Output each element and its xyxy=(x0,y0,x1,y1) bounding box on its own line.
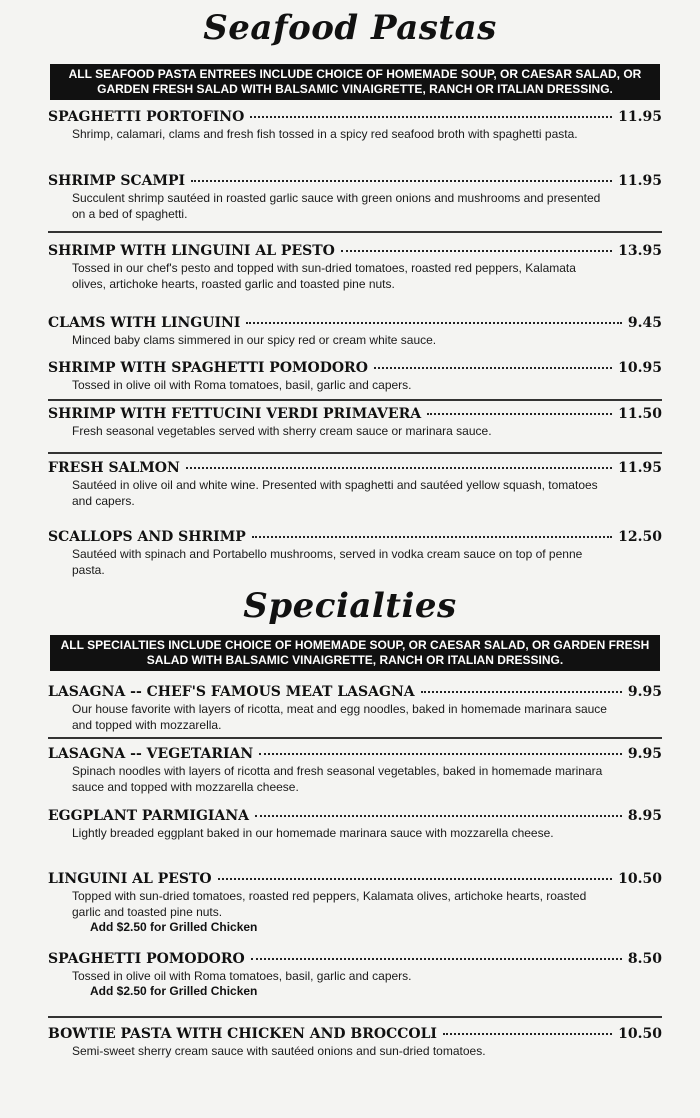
item-description: Spinach noodles with layers of ricotta and fresh seasonal vegetables, baked in homemade marinara sauce and topped with mozzarella cheese. xyxy=(72,764,603,794)
item-name: CLAMS WITH LINGUINI xyxy=(48,315,241,331)
item-name: SCALLOPS AND SHRIMP xyxy=(48,529,246,545)
dot-leader xyxy=(191,180,612,182)
item-price: 13.95 xyxy=(618,243,662,259)
item-price: 11.95 xyxy=(618,173,662,189)
item-name: SHRIMP SCAMPI xyxy=(48,173,186,189)
item-price: 11.50 xyxy=(618,406,662,422)
item-price: 10.50 xyxy=(618,1026,662,1042)
item-description: Topped with sun-dried tomatoes, roasted red peppers, Kalamata olives, artichoke hearts, roasted garlic and toasted pine nuts. xyxy=(72,889,587,919)
menu-item xyxy=(48,459,662,509)
menu-item xyxy=(48,1025,662,1059)
item-addon: Add $2.50 for Grilled Chicken xyxy=(90,920,258,934)
seafood-banner: ALL SEAFOOD PASTA ENTREES INCLUDE CHOICE OF HOMEMADE SOUP, OR CAESAR SALAD, OR GARDEN FRESH SALAD WITH BALSAMIC VINAIGRETTE, RANCH OR ITALIAN DRESSING. xyxy=(50,64,660,100)
item-description: Sautéed in olive oil and white wine. Presented with spaghetti and sautéed yellow squash, tomatoes and capers. xyxy=(72,478,598,508)
item-description: Minced baby clams simmered in our spicy red or cream white sauce. xyxy=(72,333,437,347)
item-name: SPAGHETTI POMODORO xyxy=(48,951,245,967)
dot-leader xyxy=(218,878,613,880)
item-description: Sautéed with spinach and Portabello mushrooms, served in vodka cream sauce on top of penne pasta. xyxy=(72,547,583,577)
item-price: 11.95 xyxy=(618,109,662,125)
item-description: Tossed in olive oil with Roma tomatoes, basil, garlic and capers. xyxy=(72,969,412,983)
menu-item xyxy=(48,359,662,393)
item-name: SHRIMP WITH LINGUINI AL PESTO xyxy=(48,243,335,259)
item-description: Tossed in our chef's pesto and topped with sun-dried tomatoes, roasted red peppers, Kalamata olives, artichoke hearts, roasted garlic and toasted pine nuts. xyxy=(72,261,576,291)
item-price: 12.50 xyxy=(618,529,662,545)
item-addon: Add $2.50 for Grilled Chicken xyxy=(90,984,258,998)
dot-leader xyxy=(251,958,622,960)
dot-leader xyxy=(246,322,622,324)
dot-leader xyxy=(250,116,612,118)
menu-item xyxy=(48,950,662,999)
item-name: SHRIMP WITH FETTUCINI VERDI PRIMAVERA xyxy=(48,406,422,422)
dot-leader xyxy=(341,250,612,252)
menu-item xyxy=(48,807,662,841)
item-price: 10.50 xyxy=(618,871,662,887)
divider xyxy=(48,452,662,454)
item-description: Succulent shrimp sautéed in roasted garlic sauce with green onions and mushrooms and presented on a bed of spaghetti. xyxy=(72,191,601,221)
item-description: Our house favorite with layers of ricotta, meat and egg noodles, baked in homemade marinara sauce and topped with mozzarella. xyxy=(72,702,607,732)
item-name: BOWTIE PASTA WITH CHICKEN AND BROCCOLI xyxy=(48,1026,437,1042)
item-name: EGGPLANT PARMIGIANA xyxy=(48,808,249,824)
item-description: Shrimp, calamari, clams and fresh fish tossed in a spicy red seafood broth with spaghetti pasta. xyxy=(72,127,578,141)
seafood-title: Seafood Pastas xyxy=(203,8,497,48)
item-price: 9.95 xyxy=(627,684,662,700)
menu-item xyxy=(48,745,662,795)
menu-item xyxy=(48,870,662,935)
specialties-banner: ALL SPECIALTIES INCLUDE CHOICE OF HOMEMADE SOUP, OR CAESAR SALAD, OR GARDEN FRESH SALAD WITH BALSAMIC VINAIGRETTE, RANCH OR ITALIAN DRESSING. xyxy=(50,635,660,671)
dot-leader xyxy=(374,367,612,369)
specialties-title: Specialties xyxy=(243,586,457,626)
item-name: SPAGHETTI PORTOFINO xyxy=(48,109,245,125)
item-price: 8.95 xyxy=(627,808,662,824)
menu-item xyxy=(48,405,662,439)
dot-leader xyxy=(443,1033,612,1035)
divider xyxy=(48,1016,662,1018)
menu-item xyxy=(48,172,662,222)
divider xyxy=(48,231,662,233)
dot-leader xyxy=(186,467,612,469)
menu-item xyxy=(48,528,662,578)
menu-item xyxy=(48,108,662,142)
item-price: 10.95 xyxy=(618,360,662,376)
item-name: SHRIMP WITH SPAGHETTI POMODORO xyxy=(48,360,368,376)
dot-leader xyxy=(259,753,622,755)
dot-leader xyxy=(255,815,622,817)
item-description: Semi-sweet sherry cream sauce with sautéed onions and sun-dried tomatoes. xyxy=(72,1044,486,1058)
item-description: Lightly breaded eggplant baked in our homemade marinara sauce with mozzarella cheese. xyxy=(72,826,554,840)
item-price: 9.45 xyxy=(627,315,662,331)
item-description: Fresh seasonal vegetables served with sherry cream sauce or marinara sauce. xyxy=(72,424,492,438)
divider xyxy=(48,737,662,739)
item-name: LINGUINI AL PESTO xyxy=(48,871,212,887)
item-name: LASAGNA -- CHEF'S FAMOUS MEAT LASAGNA xyxy=(48,684,415,700)
item-price: 8.50 xyxy=(627,951,662,967)
item-description: Tossed in olive oil with Roma tomatoes, basil, garlic and capers. xyxy=(72,378,412,392)
item-name: LASAGNA -- VEGETARIAN xyxy=(48,746,254,762)
dot-leader xyxy=(252,536,612,538)
item-price: 11.95 xyxy=(618,460,662,476)
menu-item xyxy=(48,314,662,348)
item-name: FRESH SALMON xyxy=(48,460,180,476)
divider xyxy=(48,399,662,401)
item-price: 9.95 xyxy=(627,746,662,762)
dot-leader xyxy=(427,413,612,415)
dot-leader xyxy=(421,691,622,693)
menu-item xyxy=(48,683,662,733)
menu-item xyxy=(48,242,662,292)
